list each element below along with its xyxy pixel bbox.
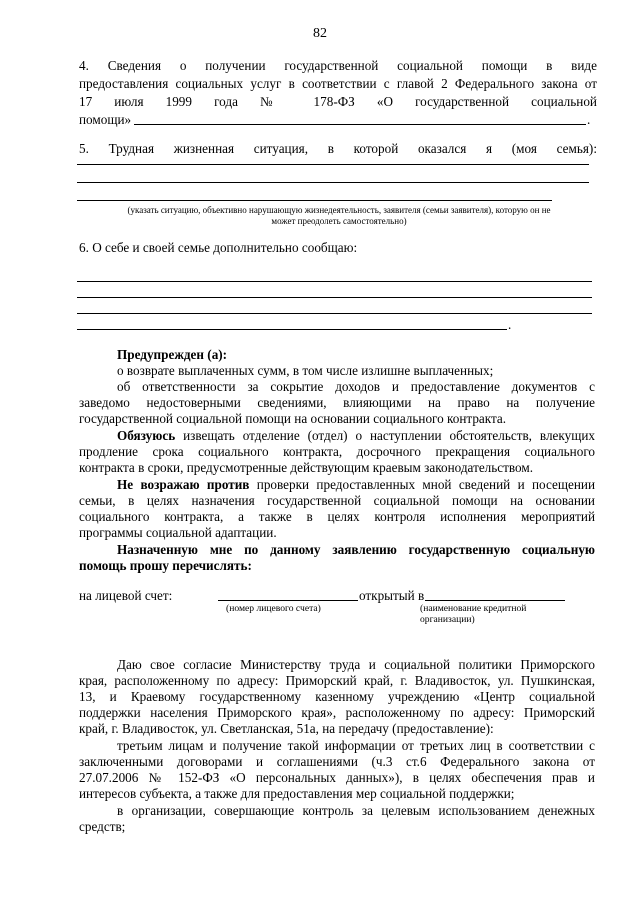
section-4-end-dot: . xyxy=(587,112,591,127)
consent-line-1: Даю свое согласие Министерству труда и социальной политики Приморского xyxy=(117,657,595,672)
section-6-fill-line-4 xyxy=(77,329,507,330)
bank-name-hint-2: организации) xyxy=(420,614,475,625)
no-objection-line-3: социального контракта, а также в целях контроля исполнения мероприятий xyxy=(79,509,595,524)
warning-heading: Предупрежден (а): xyxy=(117,347,228,362)
obligation-line-3: контракта в сроки, предусмотренные действующим краевым законодательством. xyxy=(79,460,534,475)
consent-line-10: в организации, совершающие контроль за целевым использованием денежных xyxy=(117,803,595,818)
obligation-text-1: извещать отделение (отдел) о наступлении обстоятельств, влекущих xyxy=(183,428,595,443)
account-label: на лицевой счет: xyxy=(79,588,173,603)
consent-line-5: край, г. Владивосток, ул. Светланская, 51а, на передачу (предоставление): xyxy=(79,721,494,736)
opened-in-label: открытый в xyxy=(359,588,425,603)
warning-line-4: государственной социальной помощи на основании социального контракта. xyxy=(79,411,507,426)
consent-line-7: заключенными договорами и соглашениями (ч.3 ст.6 Федерального закона от xyxy=(79,754,595,769)
section-6-fill-line-2 xyxy=(77,297,592,298)
section-5-fill-line-3 xyxy=(77,200,552,201)
consent-line-4: поддержки населения Приморского края», расположенному по адресу: Приморский xyxy=(79,705,595,720)
no-objection-line-2: семьи, в целях назначения государственной социальной помощи на основании xyxy=(79,493,595,508)
account-number-hint: (номер лицевого счета) xyxy=(226,603,321,614)
consent-line-6: третьим лицам и получение такой информации от третьих лиц в соответствии с xyxy=(117,738,595,753)
section-4-line-3: 17 июля 1999 года № 178-ФЗ «О государственной социальной xyxy=(79,94,597,109)
account-number-line xyxy=(218,600,358,601)
obligation-line-1 xyxy=(117,428,595,443)
consent-line-2: края, расположенному по адресу: Приморский край, г. Владивосток, ул. Пушкинская, xyxy=(79,673,595,688)
consent-line-3: 13, и Краевому государственному казенному учреждению «Центр социальной xyxy=(79,689,595,704)
section-6-end-dot: . xyxy=(508,317,512,332)
consent-line-11: средств; xyxy=(79,819,126,834)
consent-line-9: интересов субъекта, а также для предоставления мер социальной поддержки; xyxy=(79,786,515,801)
section-6-fill-line-3 xyxy=(77,313,592,314)
section-5-line-1: 5. Трудная жизненная ситуация, в которой оказался я (моя семья): xyxy=(79,141,597,156)
consent-line-8: 27.07.2006 № 152-ФЗ «О персональных данных»), в целях обеспечения прав и xyxy=(79,770,595,785)
section-4-fill-line xyxy=(134,124,586,125)
no-objection-line-4: программы социальной адаптации. xyxy=(79,525,277,540)
no-objection-text-1: проверки предоставленных мной сведений и посещении xyxy=(256,477,595,492)
section-4-line-2: предоставления социальных услуг в соответствии с главой 2 Федерального закона от xyxy=(79,76,597,91)
bank-name-line xyxy=(425,600,565,601)
section-5-fill-line-2 xyxy=(77,182,589,183)
section-5-fill-line-1 xyxy=(77,164,589,165)
section-5-note-2: может преодолеть самостоятельно) xyxy=(271,216,407,226)
no-objection-line-1 xyxy=(117,477,595,492)
warning-line-3: заведомо недостоверными сведениями, влияющими на право на получение xyxy=(79,395,595,410)
warning-line-1: о возврате выплаченных сумм, в том числе излишне выплаченных; xyxy=(117,363,494,378)
section-4-line-1: 4. Сведения о получении государственной социальной помощи в виде xyxy=(79,58,597,73)
section-6-fill-line-1 xyxy=(77,281,592,282)
no-objection-bold: Не возражаю против xyxy=(117,477,250,492)
obligation-bold: Обязуюсь xyxy=(117,428,176,443)
page-number: 82 xyxy=(313,26,327,41)
obligation-line-2: продление срока социального контракта, досрочного прекращения социального xyxy=(79,444,595,459)
section-5-note-1: (указать ситуацию, объективно нарушающую жизнедеятельность, заявителя (семьи заявителя), которую он не xyxy=(127,205,551,215)
warning-line-2: об ответственности за сокрытие доходов и предоставление документов с xyxy=(117,379,595,394)
section-6-line-1: 6. О себе и своей семье дополнительно сообщаю: xyxy=(79,240,358,255)
transfer-line-1: Назначенную мне по данному заявлению государственную социальную xyxy=(117,542,595,557)
transfer-line-2: помощь прошу перечислять: xyxy=(79,558,252,573)
section-4-line-4: помощи» xyxy=(79,112,132,127)
bank-name-hint-1: (наименование кредитной xyxy=(420,603,527,614)
